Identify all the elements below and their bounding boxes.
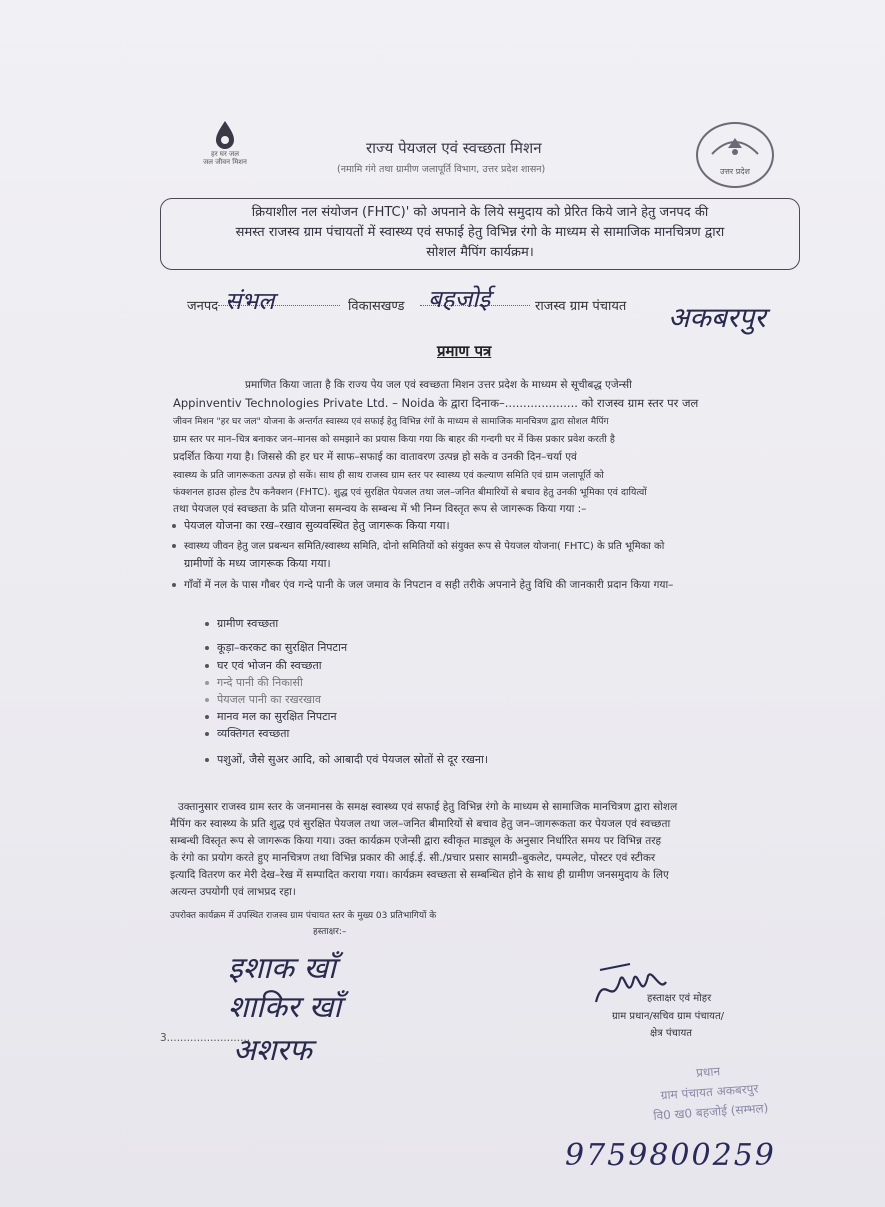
up-government-seal: [696, 122, 774, 188]
list-item: पेयजल पानी का रखरखाव: [205, 692, 321, 707]
banner-line-1: क्रियाशील नल संयोजन (FHTC)' को अपनाने के लिये समुदाय को प्रेरित किये जाने हेतु जनपद की: [251, 205, 709, 220]
para1-line: तथा पेयजल एवं स्वच्छता के प्रति योजना समन्वय के सम्बन्ध में भी निम्न विस्तृत रूप से जागरूक किया गया :–: [173, 503, 587, 515]
water-drop-icon: [214, 120, 236, 150]
list-item: ग्रामीण स्वच्छता: [205, 616, 278, 631]
stamp-line-3: वि0 ख0 बहजोई (सम्भल): [653, 1100, 769, 1123]
para2-line: मैपिंग कर स्वास्थ्य के प्रति शुद्ध एवं सुरक्षित पेयजल तथा जल–जनित बीमारियों से बचाव हेतु जन–जागरूकता कर पेयजल एवं स्वच्छता: [170, 818, 671, 830]
para2-line: उक्तानुसार राजस्व ग्राम स्तर के जनमानस के समक्ष स्वास्थ्य एवं सफाई हेतु विभिन्न रंगो के माध्यम से सामाजिक मानचित्रण द्वारा सोशल: [178, 801, 678, 813]
participant-3-prefix: 3.........................: [160, 1032, 251, 1044]
panchayat-label: राजस्व ग्राम पंचायत: [535, 299, 627, 314]
para1-line: जीवन मिशन "हर घर जल" योजना के अन्तर्गत स्वास्थ्य एवं सफाई हेतु विभिन्न रंगों के माध्यम से सामाजिक मानचित्रण द्वारा सोशल मैपिंग: [173, 417, 609, 427]
para1-line: फंक्शनल हाउस होल्ड टैप कनैक्शन (FHTC). शुद्ध एवं सुरक्षित पेयजल तथा जल–जनित बीमारियों से बचाव हेतु उनकी भूमिका एवं दायित्वों: [173, 487, 647, 498]
list-item: पशुओं, जैसे सुअर आदि, को आबादी एवं पेयजल स्रोतों से दूर रखना।: [205, 752, 488, 767]
bullet-item: स्वास्थ्य जीवन हेतु जल प्रबन्धन समिति/स्वास्थ्य समिति, दोनो समितियों को संयुक्त रूप से पेयजल योजना( FHTC) के प्रति भूमिका को: [172, 538, 664, 552]
block-label: विकासखण्ड: [348, 299, 405, 314]
para1-line: ग्राम स्तर पर मान–चित्र बनाकर जन–मानस को समझाने का प्रयास किया गया कि बाहर की गन्दगी घर में किस प्रकार प्रवेश करती है: [173, 434, 615, 445]
bullet-item: गाँवों में नल के पास गौबर एंव गन्दे पानी के जल जमाव के निपटान व सही तरीके अपनाने हेतु विधि की जानकारी प्रदान किया गया–: [172, 578, 673, 592]
jal-jeevan-logo: [190, 120, 260, 180]
seal-text: उत्तर प्रदेश: [720, 167, 750, 176]
logo-caption-2: जल जीवन मिशन: [203, 158, 247, 166]
stamp-line-1: प्रधान: [695, 1064, 721, 1080]
para1-line: Appinventiv Technologies Private Ltd. – Noida के द्वारा दिनाक–.................... को राजस्व ग्राम स्तर पर जल: [173, 396, 699, 410]
stamp-line-2: ग्राम पंचायत अकबरपुर: [660, 1081, 759, 1103]
para1-line: स्वास्थ्य के प्रति जागरूकता उत्पन्न हो सकें। साथ ही साथ राजस्व ग्राम स्तर पर स्वास्थ्य एवं कल्याण समिति एवं ग्राम जलापूर्ति को: [173, 470, 604, 481]
mission-title: राज्य पेयजल एवं स्वच्छता मिशन: [366, 139, 542, 157]
list-item: कूड़ा–करकट का सुरक्षित निपटान: [205, 640, 347, 655]
banner-line-2: समस्त राजस्व ग्राम पंचायतों में स्वास्थ्य एवं सफाई हेतु विभिन्न रंगो के माध्यम से सामाजिक मानचित्रण द्वारा: [235, 225, 725, 240]
signatory-line-2: ग्राम प्रधान/सचिव ग्राम पंचायत/: [612, 1011, 725, 1022]
list-item: व्यक्तिगत स्वच्छता: [205, 726, 289, 741]
bullet-continuation: ग्रामीणों के मध्य जागरूक किया गया।: [184, 557, 331, 570]
participant-signature-3: अशरफ: [233, 1033, 312, 1068]
certificate-heading: प्रमाण पत्र: [437, 342, 492, 360]
bullet-item: पेयजल योजना का रख–रखाव सुव्यवस्थित हेतु जागरूक किया गया।: [172, 518, 450, 533]
signatory-line-1: हस्ताक्षर एवं मोहर: [647, 993, 712, 1004]
logo-caption-1: हर घर जल: [211, 150, 239, 158]
participants-note: उपरोक्त कार्यक्रम में उपस्थित राजस्व ग्राम पंचायत स्तर के मुख्य 03 प्रतिभागियों के: [170, 911, 437, 921]
district-label: जनपद: [187, 299, 219, 314]
para2-line: के रंगो का प्रयोग करते हुए मानचित्रण तथा विभिन्न प्रकार की आई.ई. सी./प्रचार प्रसार सामग्री–बुकलेट, पम्पलेट, पोस्टर एवं स्टीकर: [170, 852, 656, 864]
program-banner: [160, 198, 800, 270]
signatory-line-3: क्षेत्र पंचायत: [650, 1028, 692, 1039]
banner-line-3: सोशल मैपिंग कार्यक्रम।: [426, 245, 534, 260]
para2-line: इत्यादि वितरण कर मेरी देख–रेख में सम्पादित कराया गया। कार्यक्रम स्वच्छता से सम्बन्धित होने के साथ ही ग्रामीण जनसमुदाय के लिए: [170, 869, 669, 881]
para1-line: प्रमाणित किया जाता है कि राज्य पेय जल एवं स्वच्छता मिशन उत्तर प्रदेश के माध्यम से सूचीबद्ध एजेन्सी: [245, 379, 632, 391]
mission-subtitle: (नमामि गंगे तथा ग्रामीण जलापूर्ति विभाग, उत्तर प्रदेश शासन): [337, 164, 546, 175]
list-item: गन्दे पानी की निकासी: [205, 675, 303, 690]
seal-emblem-icon: [698, 124, 772, 164]
district-value: संभल: [225, 287, 275, 315]
handwritten-phone-number: 9759800259: [565, 1138, 776, 1173]
block-value: बहजोई: [428, 285, 491, 313]
participant-signature-2: शाकिर खाँ: [228, 990, 342, 1025]
panchayat-value: अकबरपुर: [668, 301, 766, 334]
list-item: घर एवं भोजन की स्वच्छता: [205, 658, 322, 673]
participants-sign-label: हस्ताक्षर:–: [313, 927, 347, 937]
para2-line: सम्बन्धी विस्तृत रूप से जागरूक किया गया। उक्त कार्यक्रम एजेन्सी द्वारा स्वीकृत माड्यूल के अनुसार निर्धारित समय पर विभिन्न तरह: [170, 835, 662, 847]
pradhan-stamp: [608, 1055, 813, 1143]
list-item: मानव मल का सुरक्षित निपटान: [205, 709, 337, 724]
participant-signature-1: इशाक खाँ: [228, 951, 336, 986]
para2-line: अत्यन्त उपयोगी एवं लाभप्रद रहा।: [170, 886, 296, 898]
para1-line: प्रदर्शित किया गया है। जिससे की हर घर में साफ–सफाई का वातावरण उत्पन्न हो सके व उनकी दिन–चर्या एवं: [173, 451, 577, 463]
